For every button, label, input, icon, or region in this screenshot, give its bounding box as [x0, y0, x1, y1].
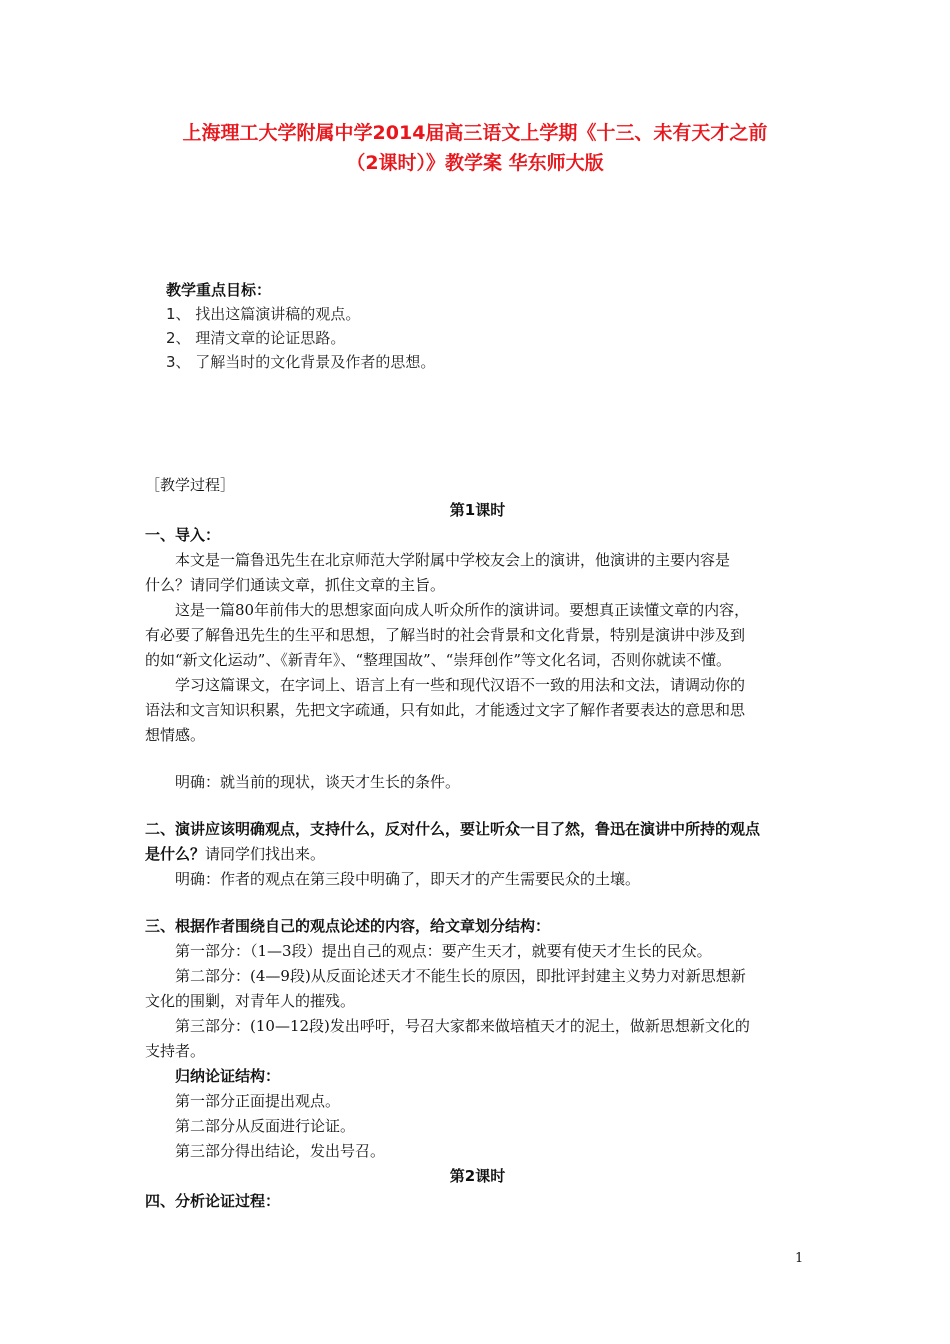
structure-part-1: 第一部分：（1—3段）提出自己的观点：要产生天才，就要有使天才生长的民众。 — [175, 942, 712, 960]
section-3-heading: 三、根据作者围绕自己的观点论述的内容，给文章划分结构： — [145, 917, 551, 935]
paragraph-line: 有必要了解鲁迅先生的生平和思想，了解当时的社会背景和文化背景，特别是演讲中涉及到 — [145, 626, 746, 644]
summary-item: 第二部分从反面进行论证。 — [175, 1117, 356, 1135]
paragraph-line: 学习这篇课文，在字词上、语言上有一些和现代汉语不一致的用法和文法，请调动你的 — [175, 676, 746, 694]
lesson-2-heading: 第2课时 — [449, 1167, 506, 1185]
paragraph-line: 想情感。 — [145, 726, 206, 744]
paragraph-line: 的如“新文化运动”、《新青年》、“整理国故”、“崇拜创作”等文化名词，否则你就读不懂。 — [145, 651, 732, 669]
teaching-goals — [166, 278, 435, 374]
section-2-answer: 明确：作者的观点在第三段中明确了，即天才的产生需要民众的土壤。 — [175, 870, 641, 888]
teaching-process — [145, 473, 810, 1214]
title-line-2: （2课时）》教学案 华东师大版 — [346, 152, 604, 174]
goal-item: 1、 找出这篇演讲稿的观点。 — [166, 305, 361, 323]
goal-item: 3、 了解当时的文化背景及作者的思想。 — [166, 353, 436, 371]
summary-item: 第三部分得出结论，发出号召。 — [175, 1142, 386, 1160]
summary-item: 第一部分正面提出观点。 — [175, 1092, 341, 1110]
structure-part-2-cont: 文化的围剿，对青年人的摧残。 — [145, 992, 356, 1010]
structure-part-2: 第二部分：(4—9段)从反面论述天才不能生长的原因，即批评封建主义势力对新思想新 — [175, 967, 746, 985]
paragraph-line: 什么？请同学们通读文章，抓住文章的主旨。 — [145, 576, 446, 594]
paragraph-line: 语法和文言知识积累，先把文字疏通，只有如此，才能透过文字了解作者要表达的意思和思 — [145, 701, 746, 719]
structure-part-3: 第三部分：(10—12段)发出呼吁，号召大家都来做培植天才的泥土，做新思想新文化的 — [175, 1017, 750, 1035]
structure-part-3-cont: 支持者。 — [145, 1042, 206, 1060]
section-4-heading: 四、分析论证过程： — [145, 1192, 281, 1210]
paragraph-line: 本文是一篇鲁迅先生在北京师范大学附属中学校友会上的演讲，他演讲的主要内容是 — [175, 551, 731, 569]
goal-item: 2、 理清文章的论证思路。 — [166, 329, 346, 347]
section-1-answer: 明确：就当前的现状，谈天才生长的条件。 — [175, 773, 461, 791]
page-number: 1 — [795, 1251, 804, 1266]
document-title — [100, 118, 850, 178]
title-line-1: 上海理工大学附属中学2014届高三语文上学期《十三、未有天才之前 — [182, 122, 768, 144]
section-2-tail: 请同学们找出来。 — [205, 845, 326, 863]
paragraph-line: 这是一篇80年前伟大的思想家面向成人听众所作的演讲词。要想真正读懂文章的内容， — [175, 601, 750, 619]
goals-heading: 教学重点目标： — [166, 281, 272, 299]
summary-heading: 归纳论证结构： — [175, 1067, 281, 1085]
section-2-heading-line: 是什么？ — [145, 845, 206, 863]
process-heading: ［教学过程］ — [145, 476, 236, 494]
section-2-heading-line: 二、演讲应该明确观点，支持什么，反对什么，要让听众一目了然，鲁迅在演讲中所持的观点 — [145, 820, 761, 838]
lesson-1-heading: 第1课时 — [449, 501, 506, 519]
section-1-heading: 一、导入： — [145, 526, 221, 544]
